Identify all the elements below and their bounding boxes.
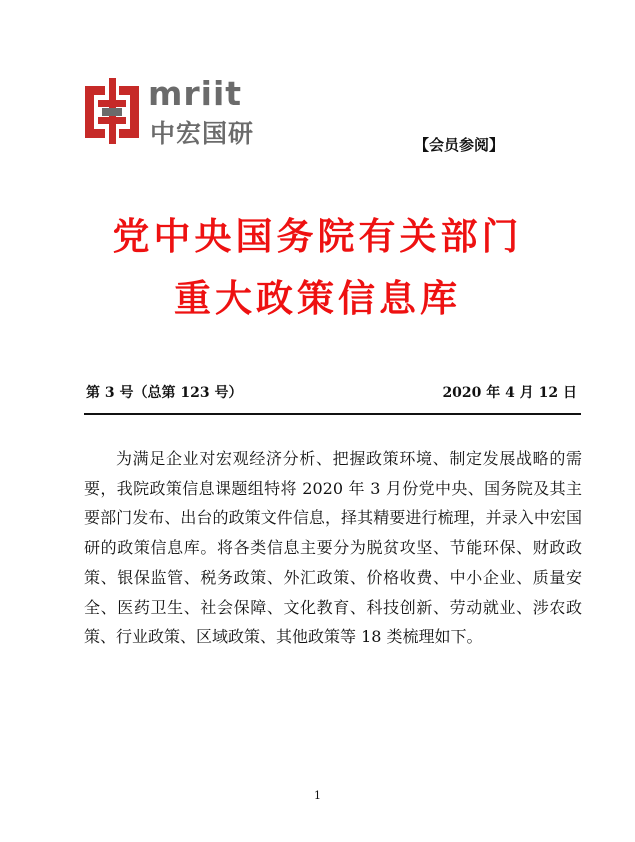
document-title-line-2: 重大政策信息库 [174,277,461,320]
header-divider [84,413,581,415]
member-reference-badge: 【会员参阅】 [414,136,505,154]
intro-paragraph: 为满足企业对宏观经济分析、把握政策环境、制定发展战略的需要，我院政策信息课题组特将 2020 年 3 月份党中央、国务院及其主要部门发布、出台的政策文件信息，择其精要进行梳理，并录入中宏国研的政策信息库。将各类信息主要分为脱贫攻坚、节能环保、财政政策、银保监管、税务政策、外汇政策、价格收费、中小企业、质量安全、医药卫生、社会保障、文化教育、科技创新、劳动就业、涉农政策、行业政策、区域政策、其他政策等 18 类梳理如下。 [84,449,582,647]
page-number: 1 [314,789,321,802]
mriit-logo [82,74,262,148]
logo-wordmark-cn: 中宏国研 [150,119,255,148]
mriit-logo-mark-icon [82,78,142,144]
logo-wordmark-en: mriit [148,74,243,113]
document-title-line-1: 党中央国务院有关部门 [112,215,523,258]
issue-number: 第 3 号（总第 123 号） [86,385,243,401]
issue-date: 2020 年 4 月 12 日 [442,385,577,401]
